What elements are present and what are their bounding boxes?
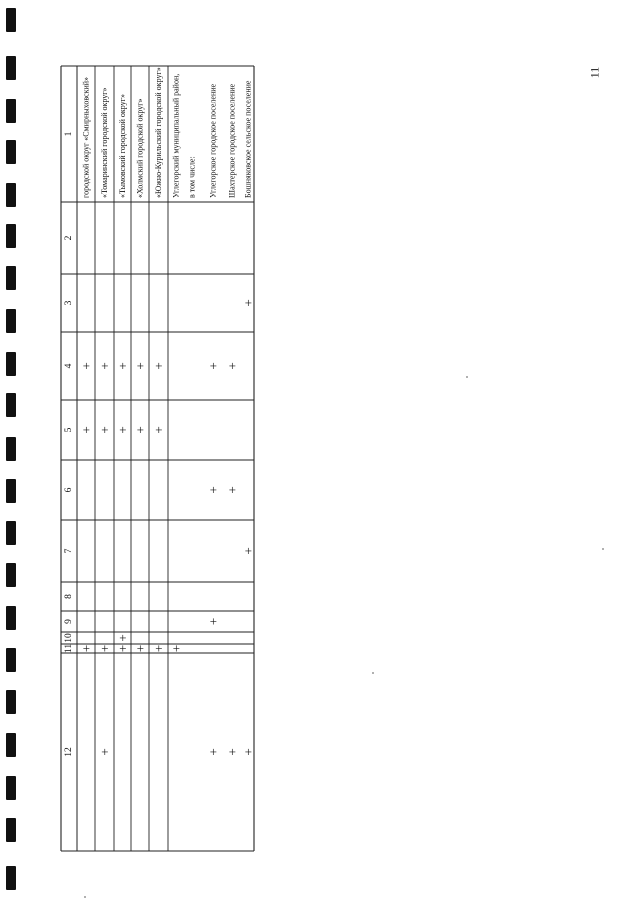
plus-mark: + [78,644,94,653]
scan-speck [602,548,604,550]
plus-mark: + [97,644,112,653]
column-header: 12 [64,747,74,757]
column-header: 9 [64,619,74,624]
page-number-text: 11 [587,66,602,78]
plus-mark: + [224,486,240,494]
plus-mark: + [205,748,221,756]
plus-mark: + [205,486,221,494]
plus-mark: + [132,362,148,370]
scan-speck [84,896,86,898]
row-label: «Холмский городской округ» [135,98,145,198]
plus-mark: + [224,362,240,370]
plus-mark: + [115,426,130,434]
plus-mark: + [224,748,240,756]
plus-mark: + [115,644,130,653]
plus-mark: + [78,426,94,434]
column-header: 5 [64,427,74,433]
row-label: «Южно-Курильский городской округ» [154,67,163,198]
plus-mark: + [78,362,94,370]
plus-mark: + [240,748,256,756]
column-header: 11 [64,643,74,654]
column-header: 6 [64,487,74,493]
scan-speck [372,672,374,674]
plus-mark: + [205,617,221,626]
plus-mark: + [115,362,130,370]
plus-mark: + [151,426,166,434]
scan-speck [466,376,468,378]
column-header: 4 [64,363,74,369]
column-header: 8 [64,594,74,599]
plus-mark: + [132,644,148,653]
plus-mark: + [97,362,112,370]
column-header: 10 [64,633,74,643]
plus-mark: + [151,644,166,653]
row-label: в том числе: [187,156,197,198]
plus-mark: + [132,426,148,434]
column-header: 1 [64,131,74,137]
row-label: «Томаринский городской округ» [100,87,109,198]
plus-mark: + [97,748,112,756]
row-label: Углегорское городское поселение [208,83,218,198]
column-header: 3 [64,300,74,306]
plus-mark: + [151,362,166,370]
plus-mark: + [97,426,112,434]
row-label: Бошняковское сельское поселение [243,80,253,198]
row-label: «Тымовский городской округ» [118,94,127,198]
plus-mark: + [168,644,184,653]
row-label: Шахтерское городское поселение [227,83,237,198]
plus-mark: + [205,362,221,370]
column-header: 2 [64,235,74,241]
plus-mark: + [240,547,256,555]
column-header: 7 [64,548,74,554]
row-label: Углегорский муниципальный район, [171,73,181,198]
row-label: городской округ «Смирныховский» [81,76,91,198]
plus-mark: + [240,299,256,307]
plus-mark: + [115,634,130,642]
